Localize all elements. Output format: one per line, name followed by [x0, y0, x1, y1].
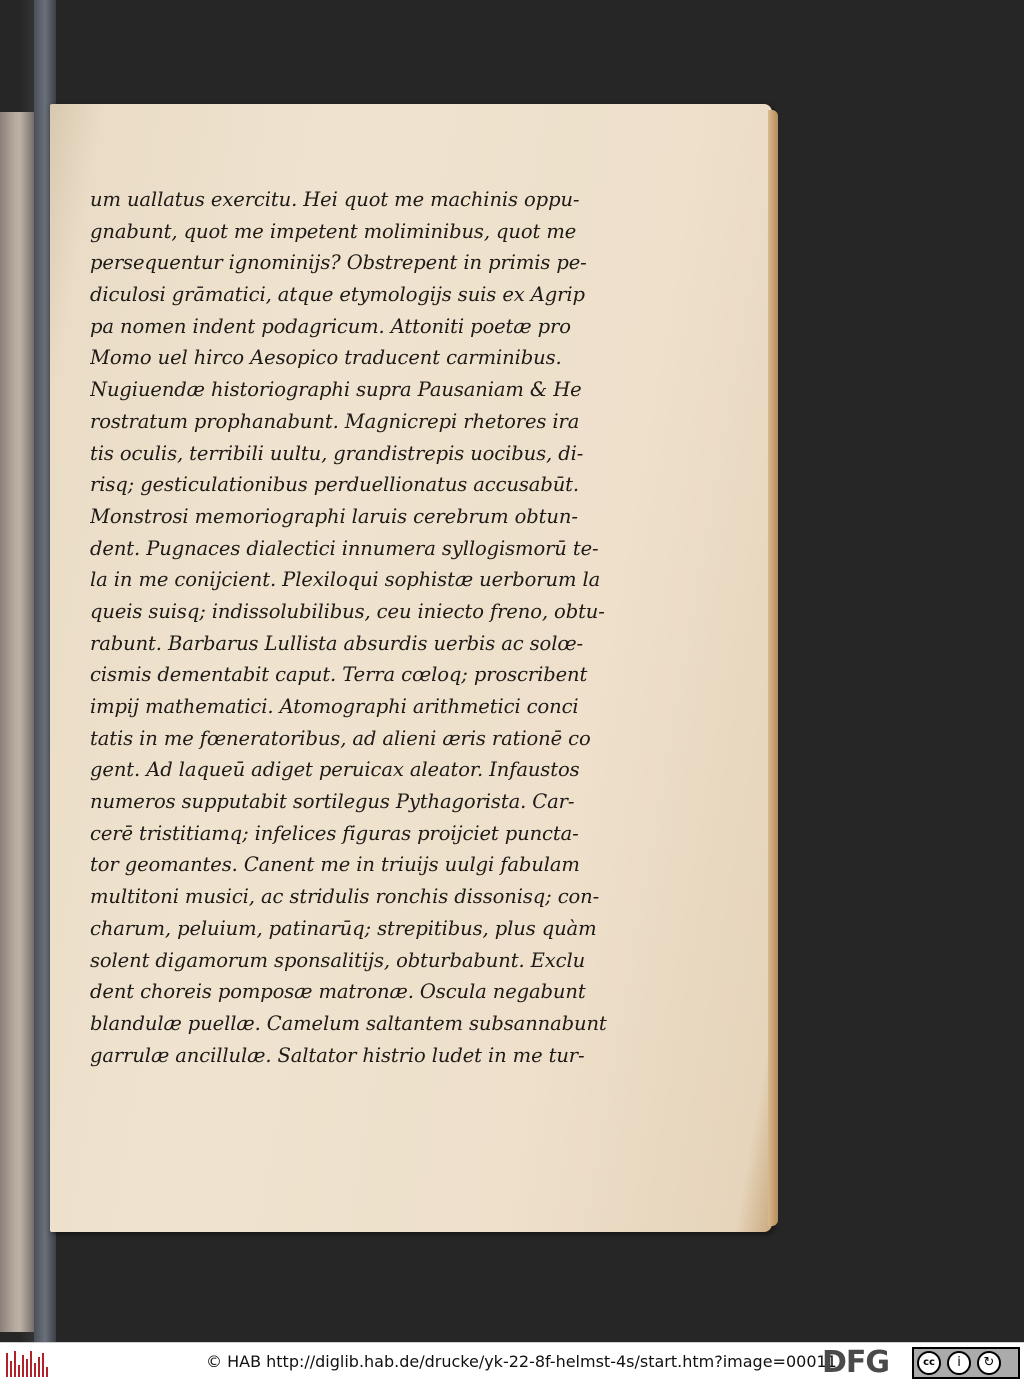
text-line: diculosi grāmatici, atque etymologijs suis ex Agrip [90, 283, 585, 307]
page-text [90, 184, 650, 1071]
share-alike-icon: ↻ [977, 1351, 1001, 1375]
cc-icon: cc [917, 1351, 941, 1375]
copyright-link[interactable]: © HAB http://diglib.hab.de/drucke/yk-22-8f-helmst-4s/start.htm?image=00011 [206, 1352, 837, 1371]
text-line: dent. Pugnaces dialectici innumera syllogismorū te- [90, 536, 599, 560]
page-fore-edge [768, 110, 778, 1226]
text-line: solent digamorum sponsalitijs, obturbabunt. Exclu [90, 948, 586, 972]
text-line: impij mathematici. Atomographi arithmetici conci [90, 695, 579, 718]
attribution-icon: i [947, 1351, 971, 1375]
book-page [50, 104, 772, 1232]
text-line: rostratum prophanabunt. Magnicrepi rhetores ira [90, 409, 580, 433]
text-line: Momo uel hirco Aesopico traducent carminibus. [90, 346, 562, 370]
cc-license-badge[interactable] [912, 1347, 1020, 1379]
text-line: blandulæ puellæ. Camelum saltantem subsannabunt [90, 1011, 607, 1035]
hab-barcode-icon[interactable] [6, 1349, 48, 1377]
text-line: cerē tristitiamq; infelices figuras proijciet puncta- [90, 821, 579, 845]
dfg-logo[interactable]: DFG [822, 1345, 890, 1380]
text-line: queis suisq; indissolubilibus, ceu iniecto freno, obtu- [90, 599, 605, 623]
text-line: tis oculis, terribili uultu, grandistrepis uocibus, di- [90, 441, 584, 465]
text-line: um uallatus exercitu. Hei quot me machinis oppu- [90, 188, 580, 211]
text-line: gent. Ad laqueū adiget peruicax aleator. Infaustos [90, 758, 580, 782]
text-line: Nugiuendæ historiographi supra Pausaniam & He [90, 378, 582, 402]
text-line: gnabunt, quot me impetent moliminibus, quot me [90, 219, 577, 243]
text-line: garrulæ ancillulæ. Saltator histrio ludet in me tur- [90, 1043, 585, 1067]
text-line: multitoni musici, ac stridulis ronchis dissonisq; con- [90, 885, 600, 909]
text-line: pa nomen indent podagricum. Attoniti poetæ pro [90, 314, 571, 338]
text-line: persequentur ignominijs? Obstrepent in primis pe- [90, 251, 587, 275]
text-line: la in me conijcient. Plexiloqui sophistæ uerborum la [90, 568, 601, 592]
footer-bar [0, 1342, 1024, 1383]
text-line: Monstrosi memoriographi laruis cerebrum obtun- [90, 504, 578, 528]
text-line: rabunt. Barbarus Lullista absurdis uerbis ac solœ- [90, 631, 584, 655]
text-line: dent choreis pomposæ matronæ. Oscula negabunt [90, 980, 586, 1004]
text-line: tor geomantes. Canent me in triuijs uulgi fabulam [90, 853, 580, 877]
text-line: charum, peluium, patinarūq; strepitibus, plus quàm [90, 916, 597, 940]
text-line: cismis dementabit caput. Terra cœloq; proscribent [90, 663, 588, 687]
text-line: tatis in me fœneratoribus, ad alieni æris rationē co [90, 726, 591, 750]
text-line: risq; gesticulationibus perduellionatus accusabūt. [90, 473, 580, 497]
text-line: numeros supputabit sortilegus Pythagorista. Car- [90, 790, 575, 814]
